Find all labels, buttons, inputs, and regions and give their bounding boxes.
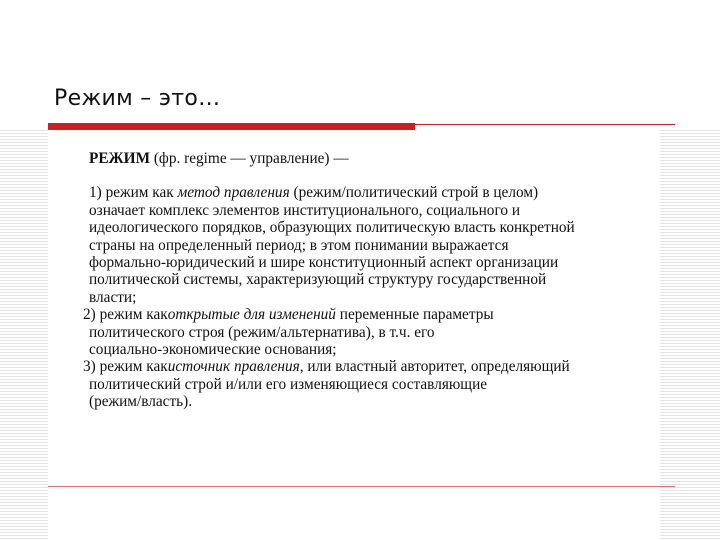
list-item-1 [89, 184, 667, 306]
item-text: (режим/власть). [89, 393, 193, 411]
item-text: политической системы, характеризующий структуру государственной [89, 271, 547, 289]
item-text: идеологического порядков, образующих политическую власть конкретной [89, 219, 575, 237]
item-text: формально-юридический и шире конституционный аспект организации [89, 254, 559, 272]
definition [89, 150, 667, 167]
item-emphasis: источник правления [167, 358, 300, 376]
slide-title: Режим – это… [54, 86, 221, 111]
definition-term: РЕЖИМ [89, 150, 151, 167]
title-underline-thick [48, 123, 415, 130]
title-underline-thin [415, 124, 675, 125]
item-lead: 1) режим как [89, 184, 178, 202]
item-text: страны на определенный период; в этом понимании выражается [89, 236, 509, 254]
item-text: (режим/политический строй в целом) [289, 184, 539, 202]
item-text: переменные параметры [335, 306, 494, 324]
item-text: социально-экономические основания; [89, 341, 337, 359]
item-emphasis: открытые для изменений [167, 306, 336, 324]
list-item-2 [83, 306, 667, 359]
definition-rest: (фр. regime — управление) — [150, 150, 349, 167]
list-item-3 [83, 358, 667, 411]
item-lead: 2) режим как [83, 306, 168, 324]
item-text: власти; [89, 288, 137, 306]
footer-rule [48, 486, 675, 487]
item-text: , или властный авторитет, определяющий [299, 358, 570, 376]
slide-body [83, 150, 667, 411]
item-text: политического строя (режим/альтернатива), в т.ч. его [89, 323, 435, 341]
item-emphasis: метод правления [177, 184, 290, 202]
item-text: означает комплекс элементов институционального, социального и [89, 201, 521, 219]
item-text: политический строй и/или его изменяющиеся составляющие [89, 375, 488, 393]
item-lead: 3) режим как [83, 358, 168, 376]
